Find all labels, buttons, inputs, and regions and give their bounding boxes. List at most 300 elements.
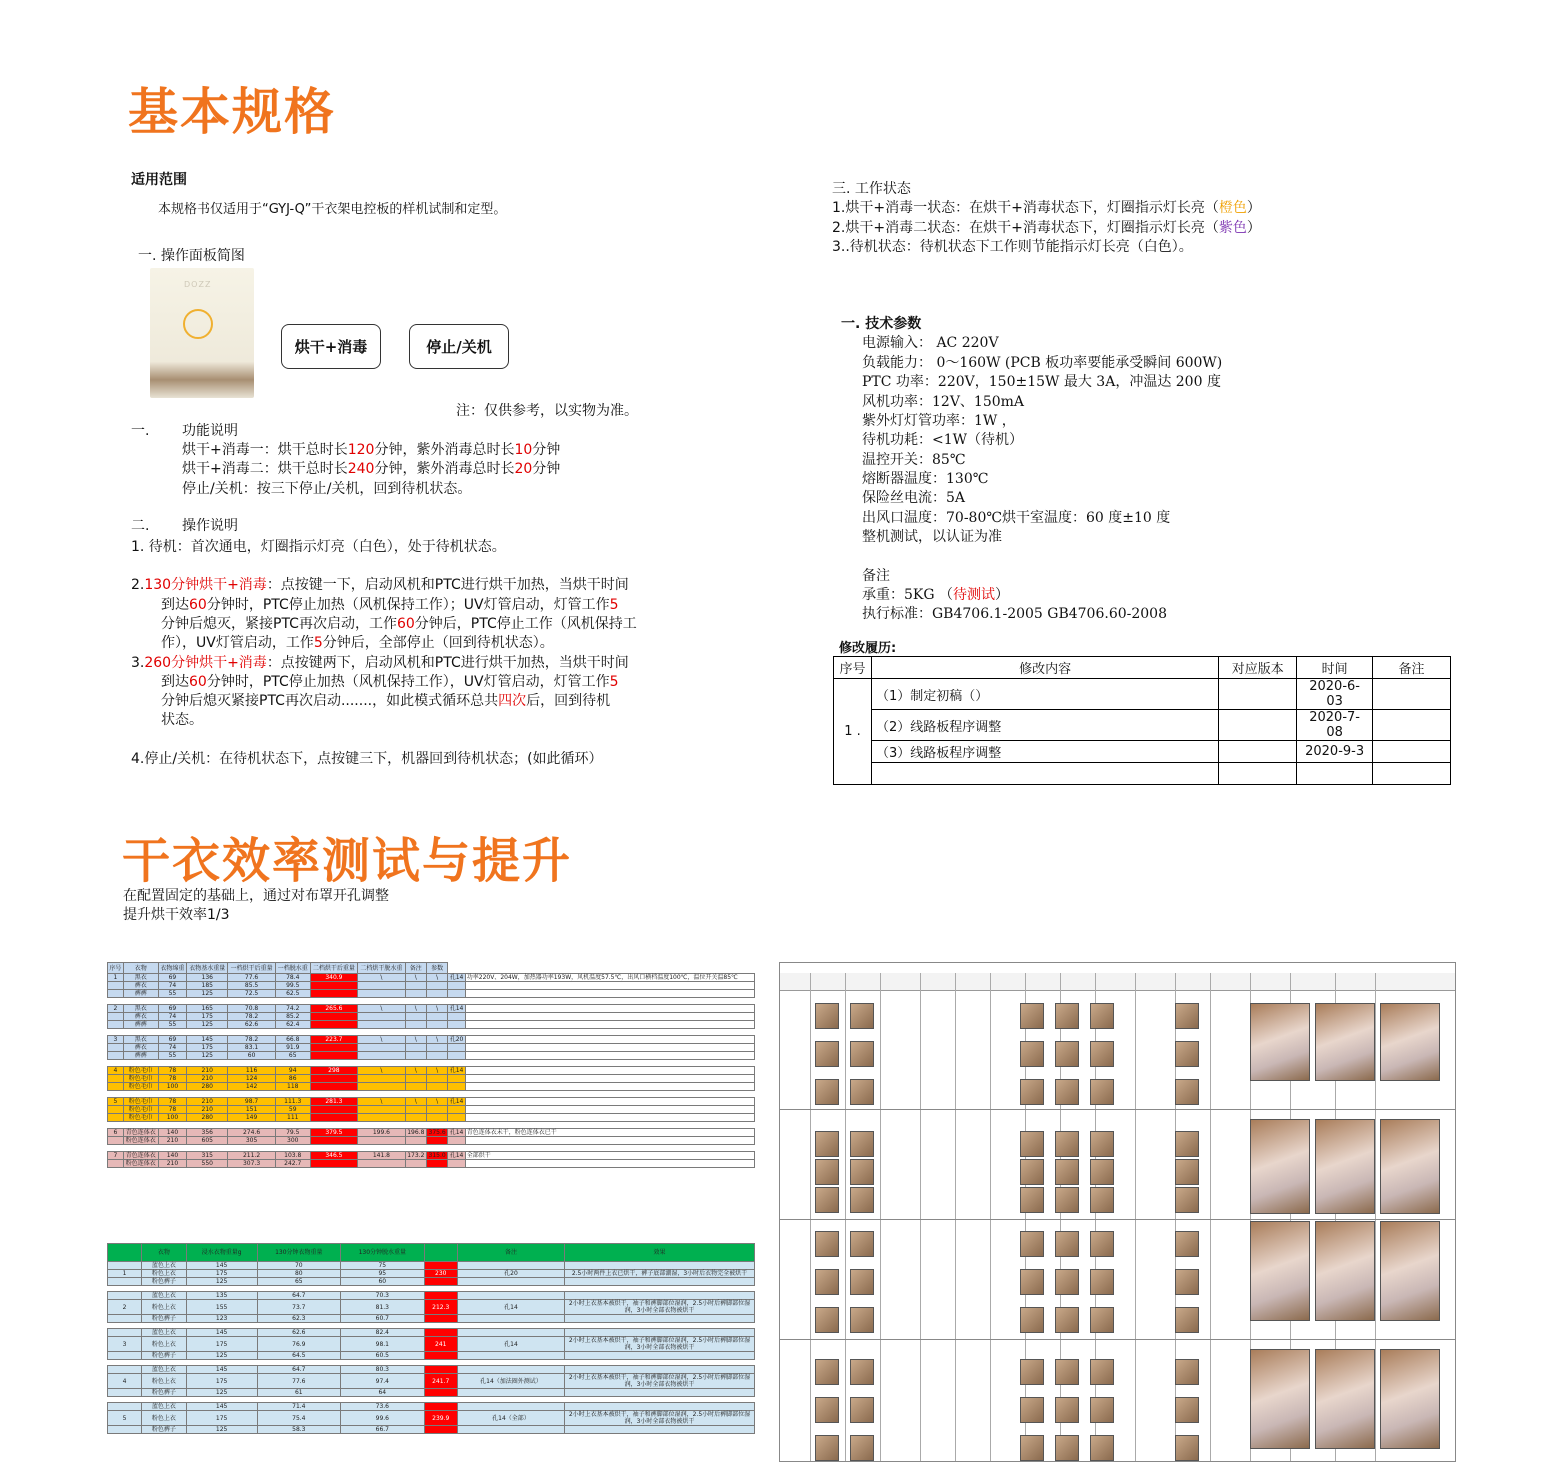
row-number: 4 <box>108 1374 142 1389</box>
row-number <box>108 1315 142 1323</box>
table-cell: 青色连体衣 <box>123 1152 158 1160</box>
rev-content: （2）线路板程序调整 <box>871 710 1218 741</box>
total-cell: 340.9 <box>310 974 358 982</box>
param-cell <box>465 1005 754 1013</box>
table-row <box>108 982 755 990</box>
clothing-photo <box>1055 1435 1079 1461</box>
table-cell: 85.2 <box>275 1013 310 1021</box>
table-cell: 60.7 <box>341 1315 425 1323</box>
table-cell: 80 <box>257 1270 341 1278</box>
hole-cell <box>448 1075 466 1083</box>
table-cell <box>358 1114 406 1122</box>
table-cell: 粉色毛巾 <box>123 1098 158 1106</box>
table-row <box>108 1013 755 1021</box>
table-cell: \ <box>405 1067 426 1075</box>
clothing-photo <box>815 1131 839 1157</box>
table-cell: 粉色上衣 <box>142 1374 187 1389</box>
column-header: 序号 <box>109 964 122 972</box>
hole-cell <box>457 1389 564 1397</box>
tech-param: 风机功率：12V、150mA <box>862 394 1025 410</box>
param-cell <box>465 1106 754 1114</box>
clothing-photo <box>1055 1079 1079 1105</box>
rev-note <box>1373 679 1451 710</box>
table-cell: 210 <box>187 1106 228 1114</box>
total-cell: 239.9 <box>424 1411 457 1426</box>
hole-cell <box>448 1083 466 1091</box>
hole-cell <box>448 990 466 998</box>
grid-line <box>1135 973 1136 1462</box>
hole-cell: 孔14 <box>449 1067 464 1074</box>
table-cell: 粉色毛巾 <box>123 1106 158 1114</box>
total-cell: 212.3 <box>424 1300 457 1315</box>
rev-note <box>1373 741 1451 763</box>
table-cell <box>358 1160 406 1168</box>
clothing-photo <box>815 1307 839 1333</box>
column-header: 衣物基水重量 <box>187 963 228 974</box>
table-cell: 青色连体衣 <box>123 1129 158 1137</box>
clothing-photo <box>1020 1307 1044 1333</box>
section-title-efficiency: 干衣效率测试与提升 <box>122 833 573 889</box>
spacer-row <box>108 1434 755 1440</box>
table-row <box>834 763 1451 785</box>
total-cell <box>424 1292 457 1300</box>
row-number <box>108 1426 142 1434</box>
rev-date: 2020-6-03 <box>1297 679 1373 710</box>
table-row <box>108 1067 755 1075</box>
hole-cell <box>448 1114 466 1122</box>
table-cell: 125 <box>186 1278 257 1286</box>
hole-cell <box>448 1160 466 1168</box>
hole-cell <box>448 1106 466 1114</box>
clothing-photo <box>1020 1041 1044 1067</box>
grid-line <box>880 973 881 1462</box>
rev-version <box>1219 763 1297 785</box>
table-cell: 78.2 <box>228 1013 276 1021</box>
rev-version <box>1219 710 1297 741</box>
table-cell: 60 <box>228 1052 276 1060</box>
clothing-photo <box>850 1435 874 1461</box>
table-cell: 73.7 <box>257 1300 341 1315</box>
effect-cell <box>565 1352 755 1360</box>
table-row <box>108 1052 755 1060</box>
table-row <box>108 1300 755 1315</box>
table-cell: 裤裤 <box>123 990 158 998</box>
clothing-photo <box>1090 1131 1114 1157</box>
table-cell: 79.5 <box>275 1129 310 1137</box>
work-state-1: 1.烘干+消毒一状态：在烘干+消毒状态下，灯圈指示灯长亮（橙色） <box>832 200 1261 216</box>
table-cell: 黑衣 <box>123 1005 158 1013</box>
row-number: 6 <box>108 1129 124 1137</box>
rev-date: 2020-7-08 <box>1297 710 1373 741</box>
effect-cell <box>565 1403 755 1411</box>
table-cell: 116 <box>228 1067 276 1075</box>
table-cell: 118 <box>275 1083 310 1091</box>
row-number <box>108 982 124 990</box>
hole-cell <box>448 982 466 990</box>
column-header: 一档脱水重 <box>275 963 310 974</box>
table-cell: 605 <box>187 1137 228 1145</box>
clothing-photo <box>1175 1307 1199 1333</box>
table-cell: 粉色毛巾 <box>123 1114 158 1122</box>
table-cell: 64 <box>341 1389 425 1397</box>
table-cell: 70.3 <box>341 1292 425 1300</box>
clothing-photo <box>850 1359 874 1385</box>
row-number <box>108 1021 124 1029</box>
table-cell <box>358 1083 406 1091</box>
spacer-row <box>108 998 755 1005</box>
spacer-row <box>108 1122 755 1129</box>
table-cell: 185 <box>187 982 228 990</box>
photo-test-sheet <box>779 962 1456 1462</box>
grid-line <box>845 973 846 1462</box>
result-photo <box>1250 1349 1310 1449</box>
table-cell: 64.7 <box>257 1366 341 1374</box>
table-cell: \ <box>358 1067 406 1075</box>
grid-line <box>1375 973 1376 1462</box>
row-number <box>108 1403 142 1411</box>
ops-step-2-line-4: 作），UV灯管启动，工作5分钟后，全部停止（回到待机状态）。 <box>161 635 554 651</box>
table-cell: 59 <box>275 1106 310 1114</box>
efficiency-desc-2: 提升烘干效率1/3 <box>123 907 230 923</box>
clothing-photo <box>1055 1269 1079 1295</box>
remark-heading: 备注 <box>862 568 890 584</box>
table-cell: 裤衣 <box>123 982 158 990</box>
row-block-border <box>780 1339 1456 1340</box>
table-cell: 211.2 <box>228 1152 276 1160</box>
table-row <box>108 1083 755 1091</box>
column-header: 二档烘干后重量 <box>310 963 358 974</box>
hole-cell: 孔14 <box>449 1005 464 1012</box>
clothing-photo <box>1020 1359 1044 1385</box>
table-cell: 65 <box>257 1278 341 1286</box>
table-cell <box>405 1052 426 1060</box>
param-cell <box>465 1036 754 1044</box>
table-row <box>108 1374 755 1389</box>
table-cell: 315.0 <box>426 1152 447 1160</box>
clothing-photo <box>1090 1187 1114 1213</box>
rev-date <box>1297 763 1373 785</box>
column-header <box>424 1244 457 1262</box>
clothing-photo <box>1055 1159 1079 1185</box>
row-number <box>108 1329 142 1337</box>
effect-cell: 2小时上衣基本被烘干，袖子和裤脚部位湿润，2.5小时后裤脚部位湿润，3小时全部衣物被烘干 <box>565 1411 755 1426</box>
spacer-row <box>108 1029 755 1036</box>
param-cell: 功率220V、204W，加热器功率193W，风机温度57.5℃，出风口横档温度100℃，温位开关温85℃ <box>465 974 754 982</box>
row-number: 5 <box>108 1098 124 1106</box>
table-cell <box>405 1106 426 1114</box>
clothing-photo <box>1020 1131 1044 1157</box>
table-cell <box>405 1083 426 1091</box>
effect-cell: 2小时上衣基本被烘干，袖子和裤脚部位湿润，2.5小时后裤脚部位湿润，3小时全部衣物被烘干 <box>565 1374 755 1389</box>
clothing-photo <box>1175 1231 1199 1257</box>
revision-table <box>833 656 1451 785</box>
table-cell: 125 <box>186 1352 257 1360</box>
table-cell: 145 <box>186 1262 257 1270</box>
table-cell: 175 <box>186 1270 257 1278</box>
total-cell <box>310 1160 358 1168</box>
table-cell: 155 <box>186 1300 257 1315</box>
table-row <box>108 1352 755 1360</box>
clothing-photo <box>815 1041 839 1067</box>
table-cell <box>358 990 406 998</box>
table-cell: 173.2 <box>405 1152 426 1160</box>
tech-param: 温控开关：85℃ <box>862 452 966 468</box>
hole-cell <box>448 1013 466 1021</box>
table-cell: 280 <box>187 1083 228 1091</box>
clothing-photo <box>815 1159 839 1185</box>
row-number <box>108 1013 124 1021</box>
column-header: 一档烘干后重量 <box>228 963 276 974</box>
spacer-cell <box>108 1434 755 1440</box>
table-cell: 145 <box>186 1329 257 1337</box>
table-cell: 199.6 <box>358 1129 406 1137</box>
table-cell: 141.8 <box>358 1152 406 1160</box>
table-row <box>108 1106 755 1114</box>
sheet-header-bar <box>780 973 1456 991</box>
table-cell: 91.9 <box>275 1044 310 1052</box>
table-cell: 550 <box>187 1160 228 1168</box>
stop-power-off-button[interactable]: 停止/关机 <box>409 324 509 369</box>
table-cell: 裤裤 <box>123 1021 158 1029</box>
table-cell: 74 <box>158 982 187 990</box>
rev-date: 2020-9-3 <box>1297 741 1373 763</box>
table-cell: 210 <box>187 1098 228 1106</box>
table-cell: 粉色上衣 <box>142 1411 187 1426</box>
result-photo <box>1315 1221 1375 1321</box>
table-cell <box>358 1075 406 1083</box>
spacer-row <box>108 1060 755 1067</box>
table-cell: 69 <box>158 974 187 982</box>
table-cell: 72.5 <box>228 990 276 998</box>
total-cell <box>310 1013 358 1021</box>
clothing-photo <box>1020 1397 1044 1423</box>
row-number <box>108 1160 124 1168</box>
clothing-photo <box>815 1269 839 1295</box>
table-row <box>108 1036 755 1044</box>
table-cell: \ <box>358 1098 406 1106</box>
row-number <box>108 1106 124 1114</box>
table-cell: \ <box>426 1036 447 1044</box>
param-cell <box>465 1114 754 1122</box>
reference-note: 注：仅供参考，以实物为准。 <box>456 403 638 419</box>
table-cell: 粉色裤子 <box>142 1278 187 1286</box>
param-cell <box>465 1044 754 1052</box>
ops-step-2: 2.130分钟烘干+消毒：点按键一下，启动风机和PTC进行烘干加热，当烘干时间 <box>131 577 629 593</box>
table-cell <box>426 1114 447 1122</box>
row-number: 2 <box>108 1005 124 1013</box>
table-cell: 粉色裤子 <box>142 1315 187 1323</box>
table-row <box>834 741 1451 763</box>
table-cell: 78 <box>158 1106 187 1114</box>
table-cell: 70 <box>257 1262 341 1270</box>
table-cell: 黑衣 <box>123 974 158 982</box>
table-cell: \ <box>426 1067 447 1075</box>
hole-cell <box>448 1021 466 1029</box>
table-cell: 274.6 <box>228 1129 276 1137</box>
table-cell: 64.7 <box>257 1292 341 1300</box>
table-row <box>108 1262 755 1270</box>
control-panel-photo <box>150 268 254 398</box>
table-cell: 77.6 <box>257 1374 341 1389</box>
table-row <box>108 1005 755 1013</box>
table-row <box>108 990 755 998</box>
param-cell <box>465 1052 754 1060</box>
row-number: 1 <box>108 1270 142 1278</box>
table-cell: 78.2 <box>228 1036 276 1044</box>
table-cell: 蓝色上衣 <box>142 1292 187 1300</box>
table-cell: 356 <box>187 1129 228 1137</box>
row-number <box>108 1352 142 1360</box>
table-row <box>108 1270 755 1278</box>
hole-cell: 孔20 <box>457 1270 564 1278</box>
table-cell: 74 <box>158 1044 187 1052</box>
table-cell: 75.4 <box>257 1411 341 1426</box>
tech-heading: 一. 技术参数 <box>841 316 922 332</box>
table-cell: \ <box>426 1005 447 1013</box>
column-header: 二档烘干脱水重 <box>358 963 406 974</box>
table-cell: 175 <box>186 1374 257 1389</box>
clothing-photo <box>1090 1307 1114 1333</box>
table-cell: 305 <box>228 1137 276 1145</box>
table-cell <box>405 982 426 990</box>
table-cell: 210 <box>187 1075 228 1083</box>
spacer-cell <box>108 1145 448 1152</box>
row-number: 3 <box>108 1036 124 1044</box>
ops-step-1: 1. 待机：首次通电，灯圈指示灯亮（白色），处于待机状态。 <box>131 539 506 555</box>
clothing-photo <box>1175 1397 1199 1423</box>
table-cell: 175 <box>187 1044 228 1052</box>
table-cell: 蓝色上衣 <box>142 1366 187 1374</box>
effect-cell <box>565 1262 755 1270</box>
table-row <box>108 1426 755 1434</box>
table-cell <box>405 1021 426 1029</box>
tech-param: 待机功耗：<1W（待机） <box>862 432 1024 448</box>
table-cell <box>358 1044 406 1052</box>
table-cell: 124 <box>228 1075 276 1083</box>
table-row <box>108 1315 755 1323</box>
table-header-row <box>108 963 755 974</box>
row-number <box>108 1292 142 1300</box>
table-cell: 蓝色上衣 <box>142 1262 187 1270</box>
clothing-photo <box>1175 1131 1199 1157</box>
clothing-photo <box>850 1041 874 1067</box>
ring-indicator-icon <box>183 309 213 339</box>
result-photo <box>1315 1003 1375 1081</box>
spacer-cell <box>108 1122 448 1129</box>
clothing-photo <box>1055 1359 1079 1385</box>
panel-logo: DOZZ <box>184 280 212 289</box>
clothing-photo <box>850 1231 874 1257</box>
hole-cell: 孔20 <box>449 1036 464 1043</box>
clothing-photo <box>815 1231 839 1257</box>
param-cell <box>465 1160 754 1168</box>
total-cell <box>424 1315 457 1323</box>
table-cell <box>426 1075 447 1083</box>
tech-param: 保险丝电流：5A <box>862 490 966 506</box>
table-cell: 80.3 <box>341 1366 425 1374</box>
table-cell: 58.3 <box>257 1426 341 1434</box>
table-cell: 81.3 <box>341 1300 425 1315</box>
total-cell <box>424 1426 457 1434</box>
total-cell <box>310 990 358 998</box>
effect-cell <box>565 1329 755 1337</box>
table-cell: \ <box>358 974 406 982</box>
clothing-photo <box>1020 1269 1044 1295</box>
column-header <box>108 1244 142 1262</box>
load-capacity: 承重：5KG （待测试） <box>862 587 1009 603</box>
clothing-photo <box>1020 1435 1044 1461</box>
table-cell <box>426 1013 447 1021</box>
ops-step-3-line-4: 状态。 <box>161 712 203 728</box>
table-cell: 裤裤 <box>123 1052 158 1060</box>
row-number: 5 <box>108 1411 142 1426</box>
total-cell: 230 <box>424 1270 457 1278</box>
scope-text: 本规格书仅适用于“GYJ-Q”干衣架电控板的样机试制和定型。 <box>158 202 507 217</box>
spacer-row <box>108 1145 755 1152</box>
clothing-photo <box>1175 1269 1199 1295</box>
table-row <box>108 1137 755 1145</box>
table-cell <box>426 990 447 998</box>
ops-num: 二. <box>131 518 150 534</box>
total-cell: 281.3 <box>310 1098 358 1106</box>
table-cell: 65 <box>275 1052 310 1060</box>
table-cell: 100 <box>158 1083 187 1091</box>
dry-disinfect-button[interactable]: 烘干+消毒 <box>281 324 381 369</box>
clothing-photo <box>815 1435 839 1461</box>
table-cell: 62.6 <box>228 1021 276 1029</box>
table-row <box>108 1389 755 1397</box>
table-cell: \ <box>358 1005 406 1013</box>
table-header-row <box>108 1244 755 1262</box>
effect-cell <box>565 1389 755 1397</box>
efficiency-desc-1: 在配置固定的基础上，通过对布罩开孔调整 <box>123 888 389 904</box>
table-row <box>108 1403 755 1411</box>
table-cell: 蓝色上衣 <box>142 1329 187 1337</box>
table-cell: 蓝色上衣 <box>142 1403 187 1411</box>
table-cell: 125 <box>187 1021 228 1029</box>
table-cell: 粉色上衣 <box>142 1270 187 1278</box>
table-cell: 61 <box>257 1389 341 1397</box>
ops-step-2-line-3: 分钟后熄灭，紧接PTC再次启动，工作60分钟后，PTC停止工作（风机保持工 <box>161 616 637 632</box>
param-cell: 全部烘干 <box>465 1152 754 1160</box>
table-cell: 83.1 <box>228 1044 276 1052</box>
section-title-specs: 基本规格 <box>128 83 336 141</box>
table-row <box>108 1129 755 1137</box>
table-cell: 140 <box>158 1129 187 1137</box>
hole-cell <box>457 1426 564 1434</box>
effect-cell <box>565 1315 755 1323</box>
result-photo <box>1250 1221 1310 1321</box>
table-cell: 75 <box>341 1262 425 1270</box>
table-row <box>108 1075 755 1083</box>
rev-col-content: 修改内容 <box>871 657 1218 679</box>
ops-step-3: 3.260分钟烘干+消毒：点按键两下，启动风机和PTC进行烘干加热，当烘干时间 <box>131 655 629 671</box>
work-state-3: 3..待机状态：待机状态下工作则节能指示灯长亮（白色）。 <box>832 239 1193 255</box>
clothing-photo <box>850 1187 874 1213</box>
table-cell: 86 <box>275 1075 310 1083</box>
table-cell: 98.1 <box>341 1337 425 1352</box>
total-cell <box>310 1075 358 1083</box>
spacer-cell <box>108 1060 448 1067</box>
table-cell <box>405 1013 426 1021</box>
grid-line <box>810 973 811 1462</box>
hole-cell <box>457 1329 564 1337</box>
grid-line <box>955 973 956 1462</box>
table-cell: 175 <box>186 1411 257 1426</box>
spacer-cell <box>108 998 448 1005</box>
table-cell: 62.6 <box>257 1329 341 1337</box>
total-cell: 298 <box>310 1067 358 1075</box>
